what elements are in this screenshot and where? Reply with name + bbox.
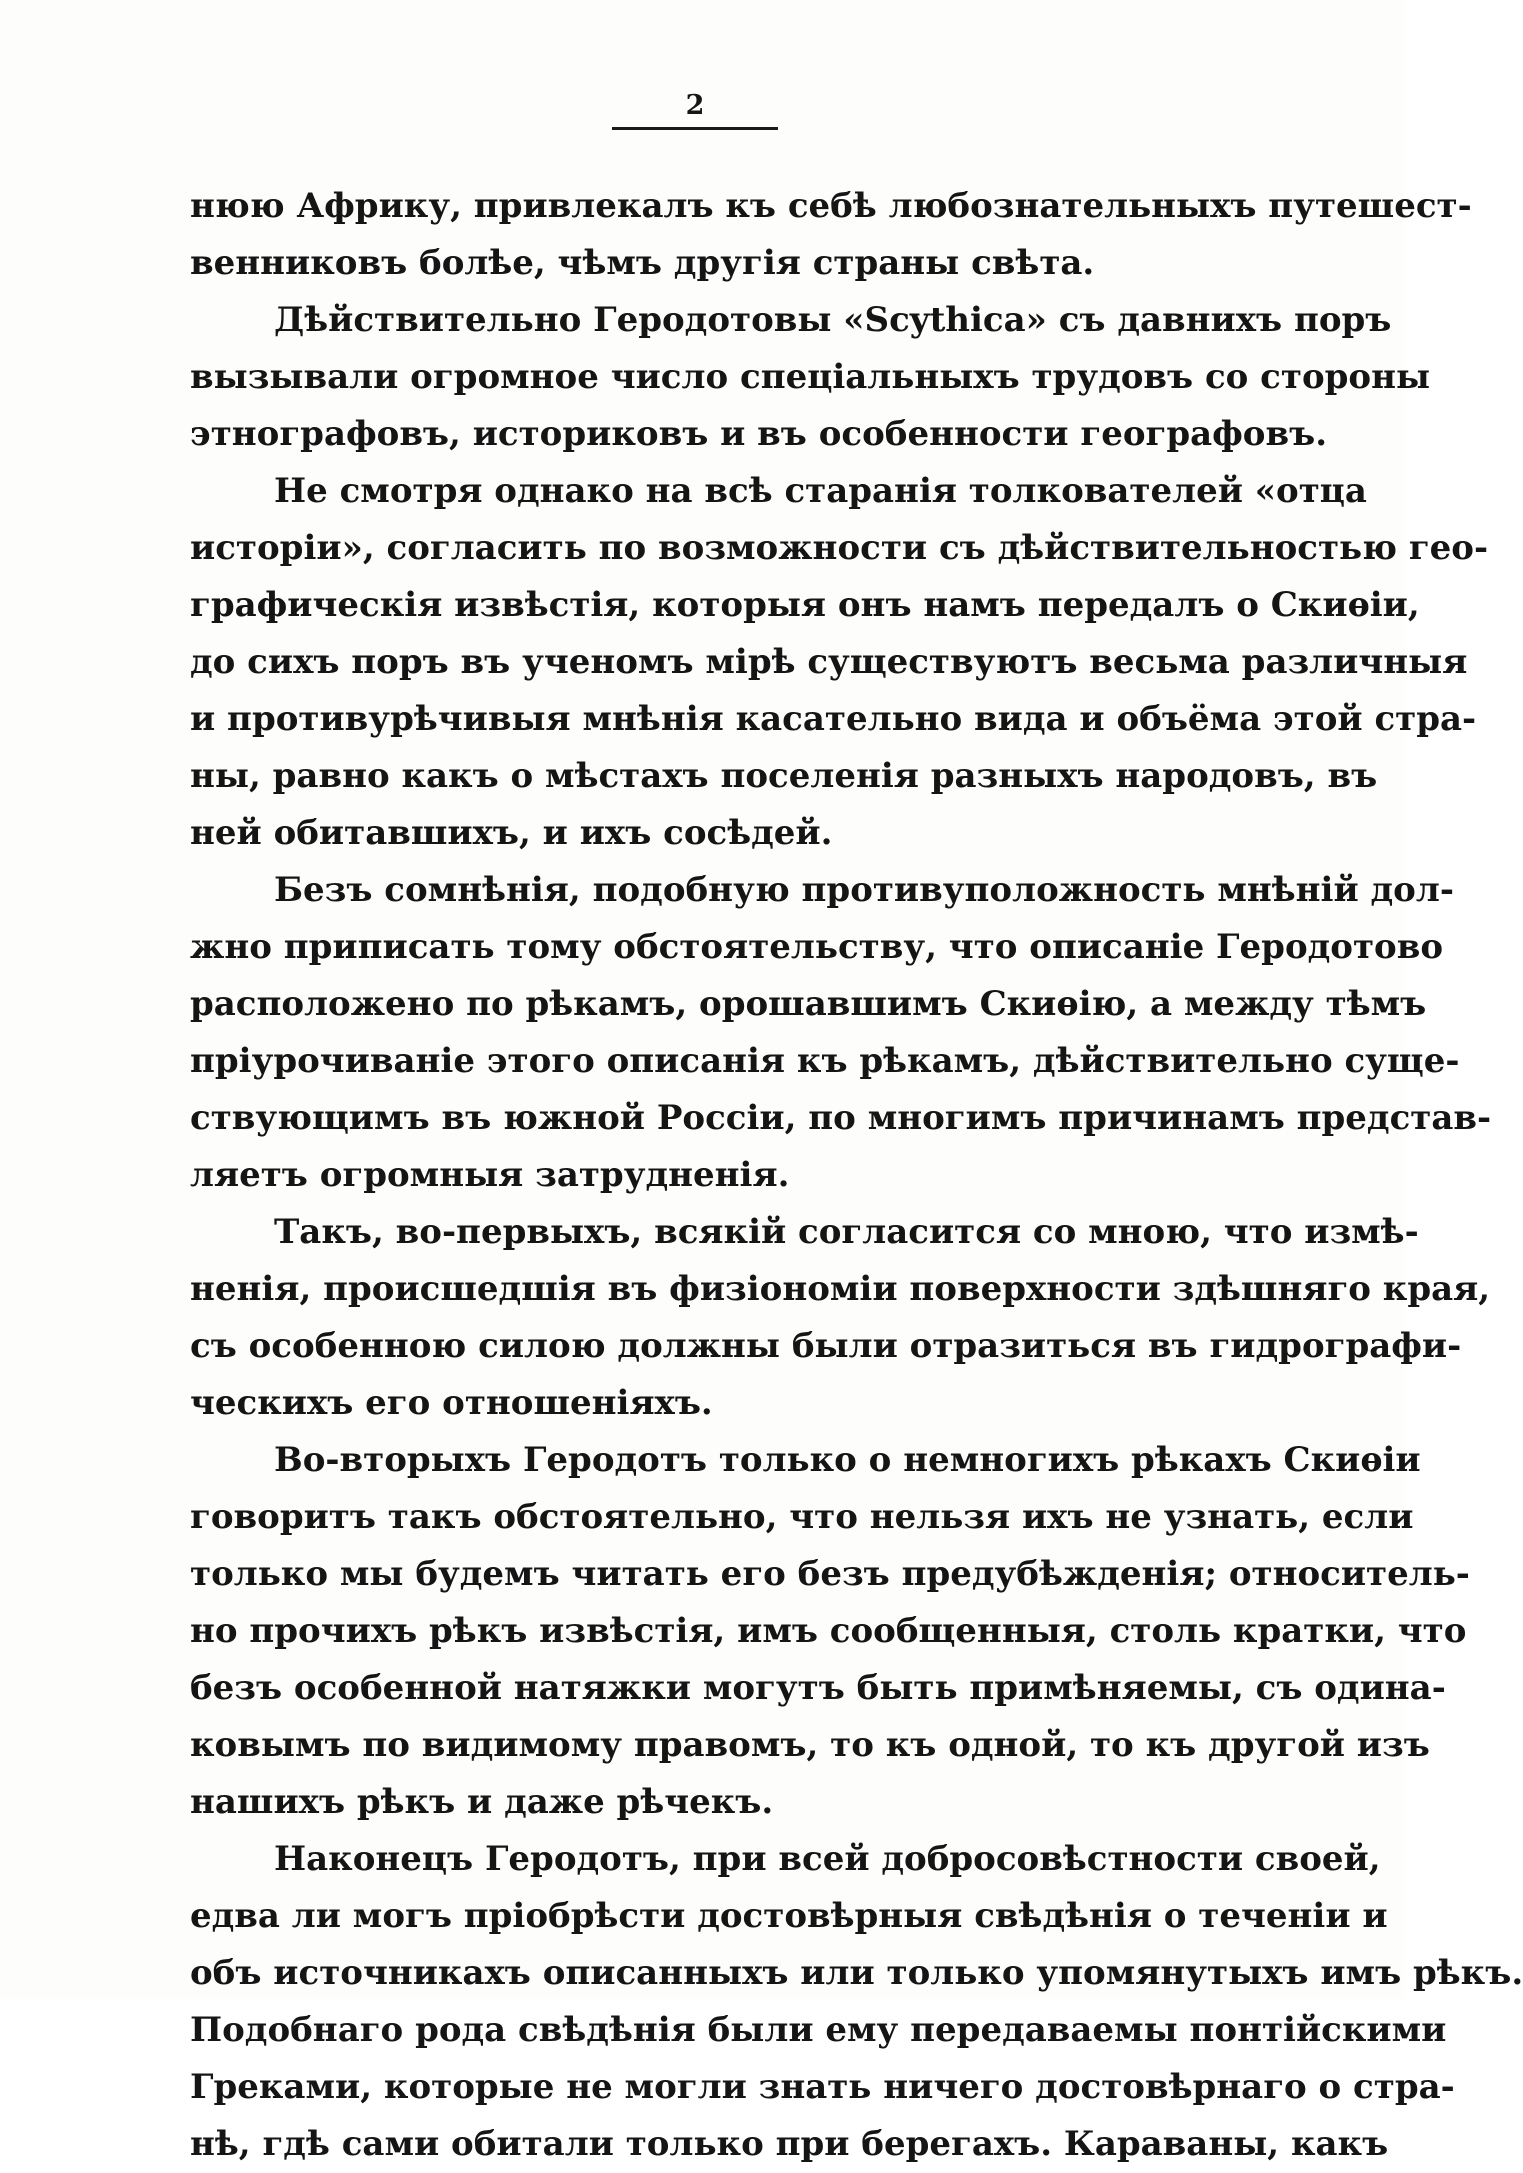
text-line: венниковъ болѣе, чѣмъ другія страны свѣта. [190, 243, 1095, 283]
text-line: ненія, происшедшія въ физіономіи поверхности здѣшняго края, [190, 1269, 1491, 1309]
text-line: но прочихъ рѣкъ извѣстія, имъ сообщенныя, столь кратки, что [190, 1611, 1467, 1651]
text-line: ны, равно какъ о мѣстахъ поселенія разныхъ народовъ, въ [190, 756, 1378, 796]
text-line: вызывали огромное число спеціальныхъ трудовъ со стороны [190, 357, 1431, 397]
text-line: ческихъ его отношеніяхъ. [190, 1383, 713, 1423]
text-line: нюю Африку, привлекалъ къ себѣ любознательныхъ путешест- [190, 186, 1472, 226]
text-line: до сихъ поръ въ ученомъ мірѣ существуютъ весьма различныя [190, 642, 1468, 682]
body-text [190, 178, 1523, 2173]
page-number-rule [612, 127, 778, 130]
text-line: только мы будемъ читать его безъ предубѣжденія; относитель- [190, 1554, 1470, 1594]
text-line: графическія извѣстія, которыя онъ намъ передалъ о Скиѳіи, [190, 585, 1420, 625]
text-line: пріурочиваніе этого описанія къ рѣкамъ, дѣйствительно суще- [190, 1041, 1460, 1081]
text-line: расположено по рѣкамъ, орошавшимъ Скиѳію, а между тѣмъ [190, 984, 1427, 1024]
text-line: ствующимъ въ южной Россіи, по многимъ причинамъ представ- [190, 1098, 1492, 1138]
text-line: Греками, которые не могли знать ничего достовѣрнаго о стра- [190, 2067, 1455, 2107]
text-line: ней обитавшихъ, и ихъ сосѣдей. [190, 813, 833, 853]
text-line: Такъ, во-первыхъ, всякій согласится со мною, что измѣ- [274, 1212, 1419, 1252]
text-line: ковымъ по видимому правомъ, то къ одной, то къ другой изъ [190, 1725, 1430, 1765]
text-line: жно приписать тому обстоятельству, что описаніе Геродотово [190, 927, 1444, 967]
text-line: этнографовъ, историковъ и въ особенности географовъ. [190, 414, 1328, 454]
text-line: объ источникахъ описанныхъ или только упомянутыхъ имъ рѣкъ. [190, 1953, 1523, 1993]
text-line: съ особенною силою должны были отразиться въ гидрографи- [190, 1326, 1462, 1366]
text-line: Наконецъ Геродотъ, при всей добросовѣстности своей, [274, 1839, 1381, 1879]
text-line: Дѣйствительно Геродотовы «Scythica» съ давнихъ поръ [274, 300, 1392, 340]
text-line: говоритъ такъ обстоятельно, что нельзя ихъ не узнать, если [190, 1497, 1414, 1537]
text-line: нѣ, гдѣ сами обитали только при берегахъ. Караваны, какъ [190, 2124, 1389, 2164]
text-line: нашихъ рѣкъ и даже рѣчекъ. [190, 1782, 774, 1822]
text-line: Безъ сомнѣнія, подобную противуположность мнѣній дол- [274, 870, 1454, 910]
text-line: Не смотря однако на всѣ старанія толкователей «отца [274, 471, 1367, 511]
text-line: Подобнаго рода свѣдѣнія были ему передаваемы понтійскими [190, 2010, 1447, 2050]
text-line: и противурѣчивыя мнѣнія касательно вида и объёма этой стра- [190, 699, 1477, 739]
text-line: Во-вторыхъ Геродотъ только о немногихъ рѣкахъ Скиѳіи [274, 1440, 1421, 1480]
page-number: 2 [685, 90, 705, 121]
text-line: едва ли могъ пріобрѣсти достовѣрныя свѣдѣнія о теченіи и [190, 1896, 1388, 1936]
text-line: ляетъ огромныя затрудненія. [190, 1155, 790, 1195]
text-line: исторіи», согласить по возможности съ дѣйствительностью гео- [190, 528, 1489, 568]
text-line: безъ особенной натяжки могутъ быть примѣняемы, съ одина- [190, 1668, 1446, 1708]
